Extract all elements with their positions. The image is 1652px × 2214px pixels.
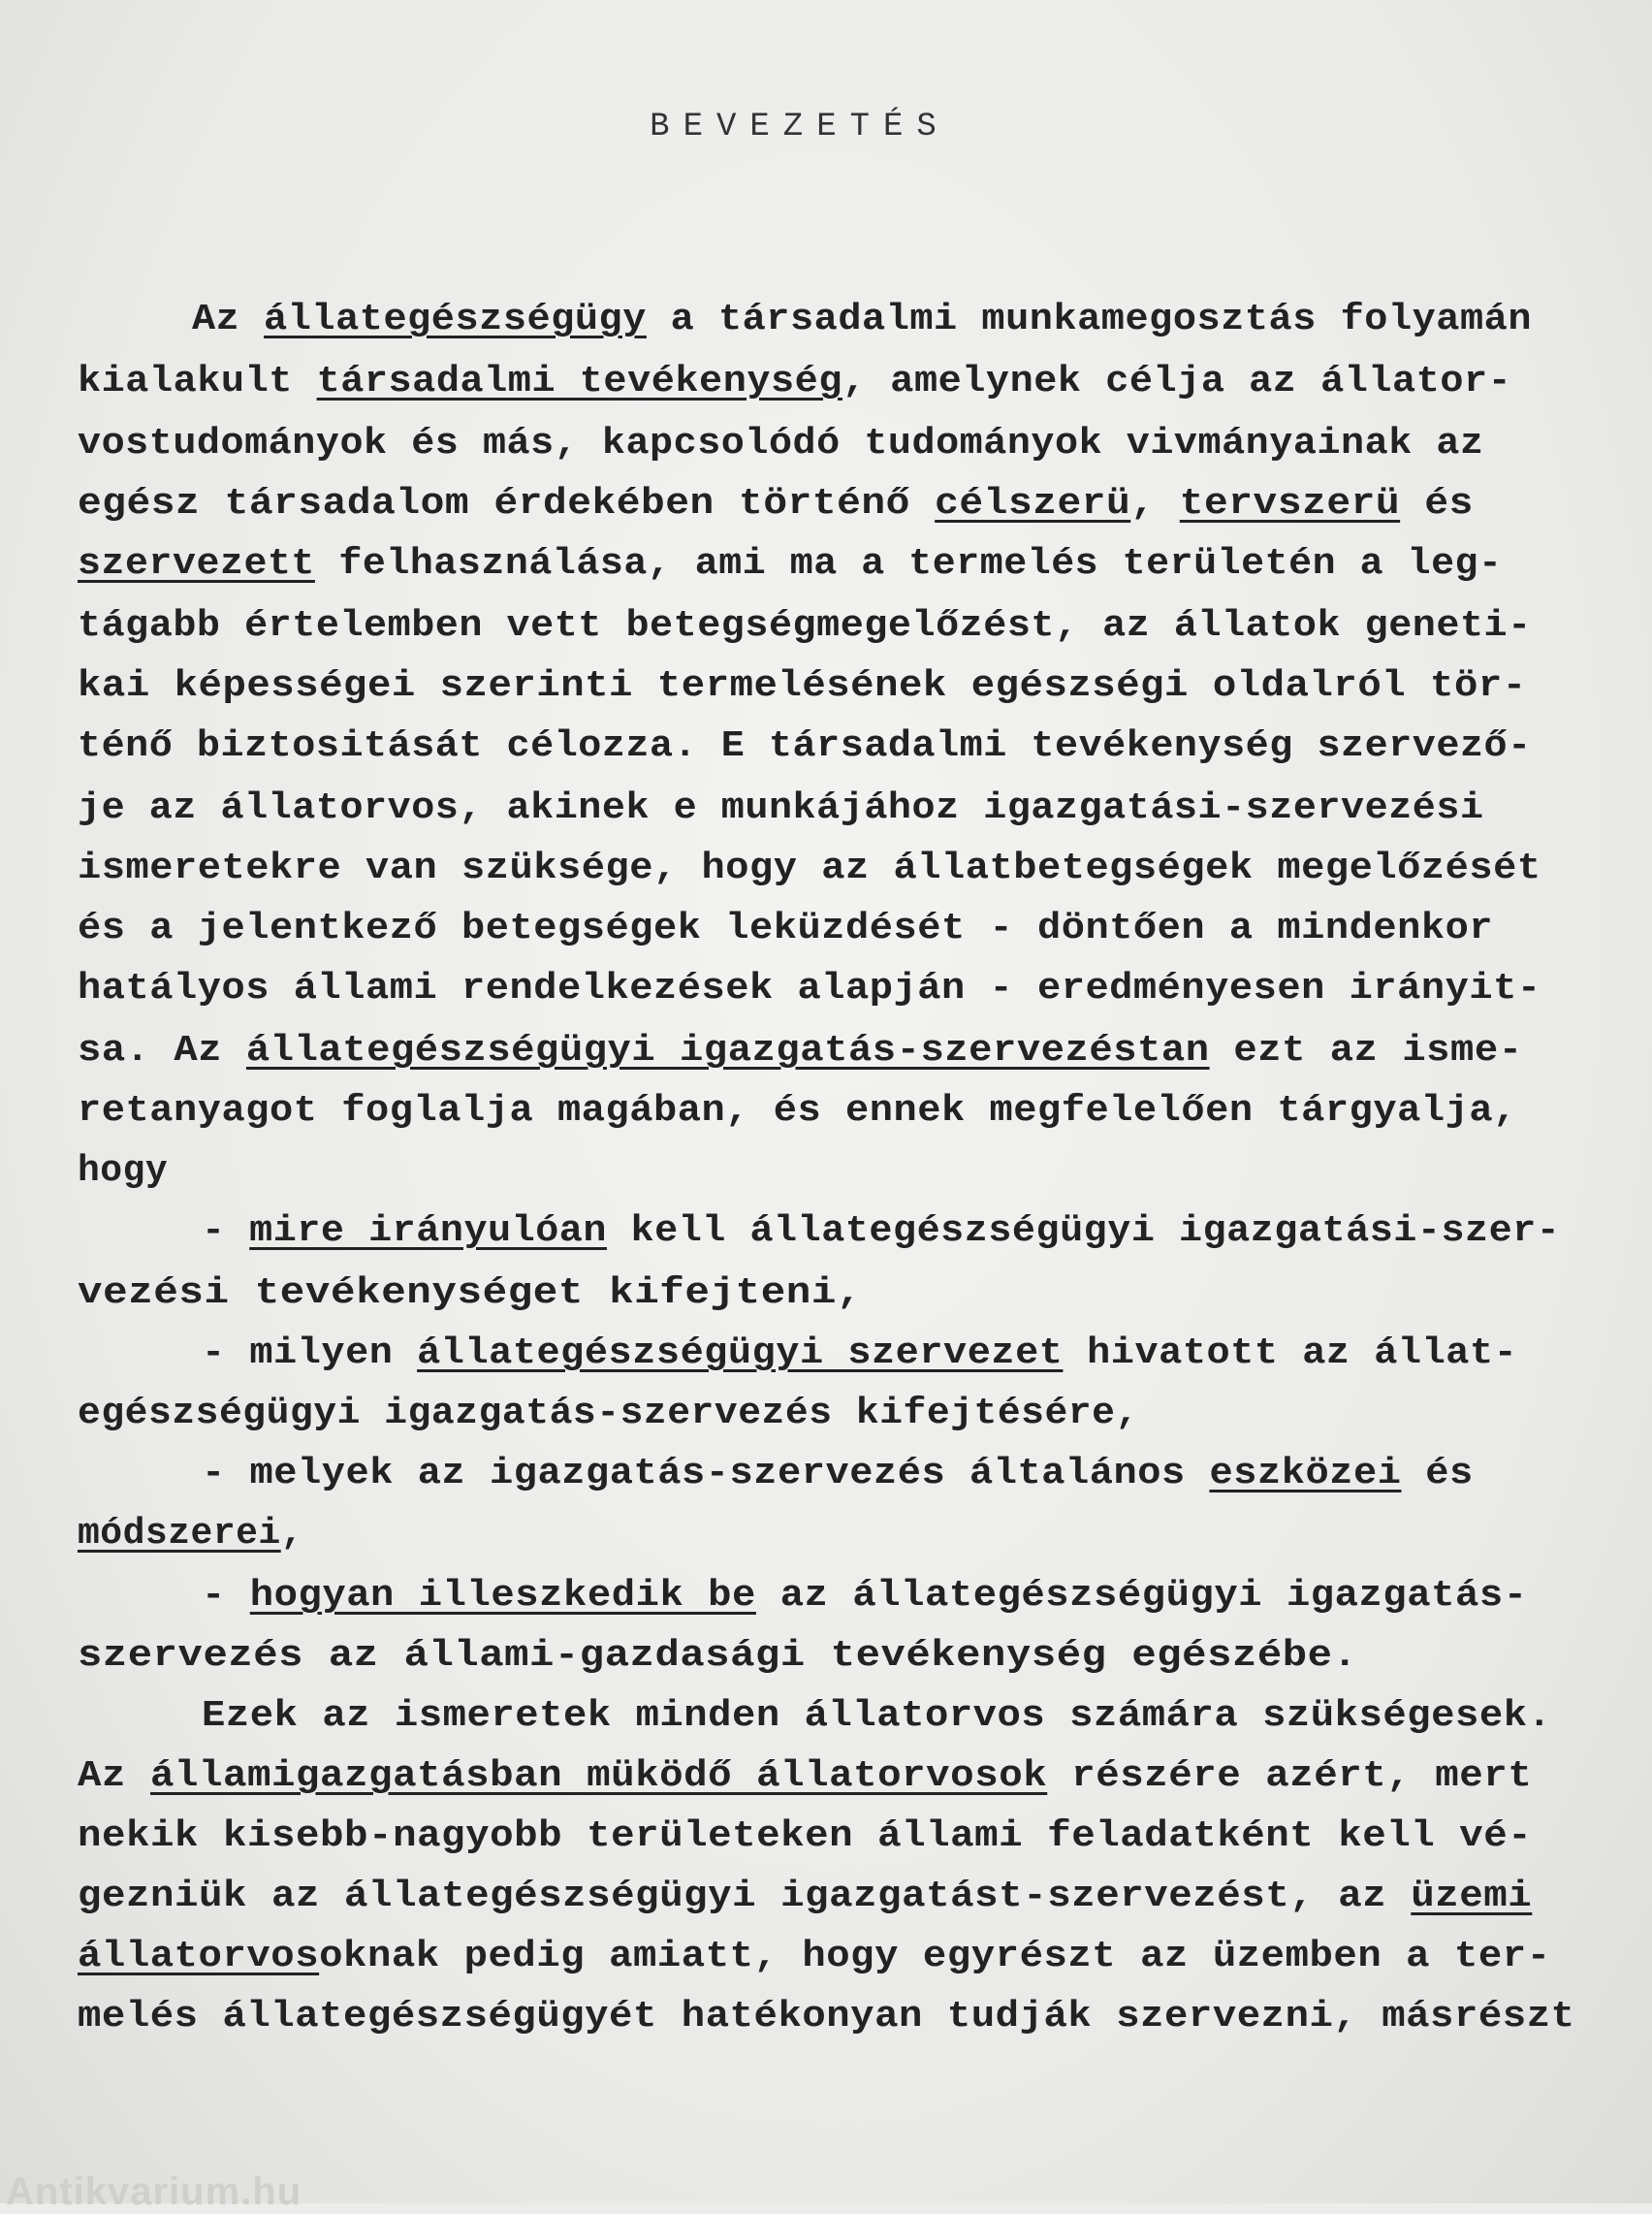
text-segment: kell állategészségügyi igazgatási-szer- [606,1210,1561,1252]
underlined-term: állategészségügy [264,299,647,340]
text-line [202,1210,1560,1253]
text-segment: kialakult [78,361,317,402]
text-segment: és [1400,483,1474,525]
text-line [78,1755,1532,1798]
text-line [202,1453,1474,1495]
text-segment: hogy [78,1150,169,1192]
underlined-term: célszerü [935,483,1131,525]
text-segment: hatályos állami rendelkezések alapján - eredményesen irányit- [78,968,1541,1010]
text-segment: ismeretekre van szüksége, hogy az állatbetegségek megelőzését [78,848,1541,889]
text-line [78,1936,1551,1978]
underlined-term: szervezett [78,543,315,585]
text-segment: egészségügyi igazgatás-szervezés kifejtésére, [78,1393,1139,1434]
text-segment: részére azért, mert [1047,1755,1533,1797]
underlined-term: tervszerü [1179,483,1401,525]
text-line [78,423,1484,465]
page-title: BEVEZETÉS [650,109,950,145]
text-line [192,299,1532,341]
text-line [202,1575,1528,1618]
text-segment: és a jelentkező betegségek leküzdését - döntően a mindenkor [78,908,1494,949]
text-segment: retanyagot foglalja magában, és ennek megfelelően tárgyalja, [78,1090,1517,1132]
text-segment: , amelynek célja az állator- [842,361,1512,402]
text-segment: ezt az isme- [1209,1030,1523,1072]
text-segment: , [280,1513,304,1555]
text-segment: Az [78,1755,151,1797]
text-segment: - [202,1575,250,1617]
underlined-term: üzemi [1411,1876,1533,1917]
text-segment: gezniük az állategészségügyi igazgatást-szervezést, az [78,1876,1412,1917]
text-segment: je az állatorvos, akinek e munkájához igazgatási-szervezési [78,787,1484,829]
text-segment: - melyek az igazgatás-szervezés általános [202,1453,1210,1494]
text-segment: és [1401,1453,1474,1494]
text-segment: tágabb értelemben vett betegségmegelőzést, az állatok geneti- [78,605,1532,647]
text-line [78,1393,1139,1435]
text-line [78,1876,1532,1918]
text-segment: Ezek az ismeretek minden állatorvos számára szükségesek. [202,1695,1552,1737]
text-segment: - [202,1210,250,1252]
underlined-term: eszközei [1209,1453,1402,1494]
text-segment: , [1130,483,1180,525]
text-line [78,1150,168,1193]
text-line [78,1815,1532,1858]
underlined-term: mire irányulóan [249,1210,607,1252]
underlined-term: módszerei [78,1513,281,1555]
text-line [202,1695,1551,1738]
text-line [78,1996,1575,2038]
text-segment: a társadalmi munkamegosztás folyamán [646,299,1533,340]
text-line [78,605,1532,648]
underlined-term: állatorvos [78,1936,320,1977]
text-segment: nekik kisebb-nagyobb területeken állami feladatként kell vé- [78,1815,1533,1857]
text-segment: ténő biztositását célozza. E társadalmi tevékenység szervező- [78,725,1532,767]
text-segment: melés állategészségügyét hatékonyan tudják szervezni, másrészt [78,1996,1575,2038]
underlined-term: állategészségügyi igazgatás-szervezéstan [245,1030,1210,1072]
underlined-term: állategészségügyi szervezet [417,1332,1064,1374]
text-line [78,848,1541,890]
text-line [78,1272,862,1315]
text-segment: kai képességei szerinti termelésének egészségi oldalról tör- [78,665,1527,707]
text-line [78,1090,1517,1133]
text-line [78,787,1484,830]
text-segment: vezési tevékenységet kifejteni, [78,1272,863,1314]
text-segment: oknak pedig amiatt, hogy egyrészt az üzemben a ter- [319,1936,1551,1977]
text-line [78,725,1532,768]
text-line [78,1513,303,1556]
text-line [202,1332,1517,1375]
underlined-term: államigazgatásban müködő állatorvosok [150,1755,1048,1797]
text-segment: vostudományok és más, kapcsolódó tudományok vivmányainak az [78,423,1484,465]
text-segment: - milyen [202,1332,418,1374]
text-segment: Az [192,299,265,340]
underlined-term: hogyan illeszkedik be [249,1575,756,1617]
text-line [78,665,1527,708]
underlined-term: társadalmi tevékenység [316,361,842,402]
watermark: Antikvarium.hu [6,2170,302,2213]
text-segment: felhasználása, ami ma a termelés területén a leg- [314,543,1503,585]
text-segment: egész társadalom érdekében történő [78,483,936,525]
text-line [78,1635,1357,1678]
text-line [78,361,1511,403]
text-line [78,1030,1523,1073]
text-segment: sa. Az [78,1030,246,1072]
text-line [78,543,1503,586]
text-segment: hivatott az állat- [1063,1332,1518,1374]
text-segment: az állategészségügyi igazgatás- [755,1575,1528,1617]
text-segment: szervezés az állami-gazdasági tevékenység egészébe. [78,1635,1358,1677]
text-line [78,908,1493,950]
text-line [78,483,1474,526]
text-line [78,968,1541,1011]
